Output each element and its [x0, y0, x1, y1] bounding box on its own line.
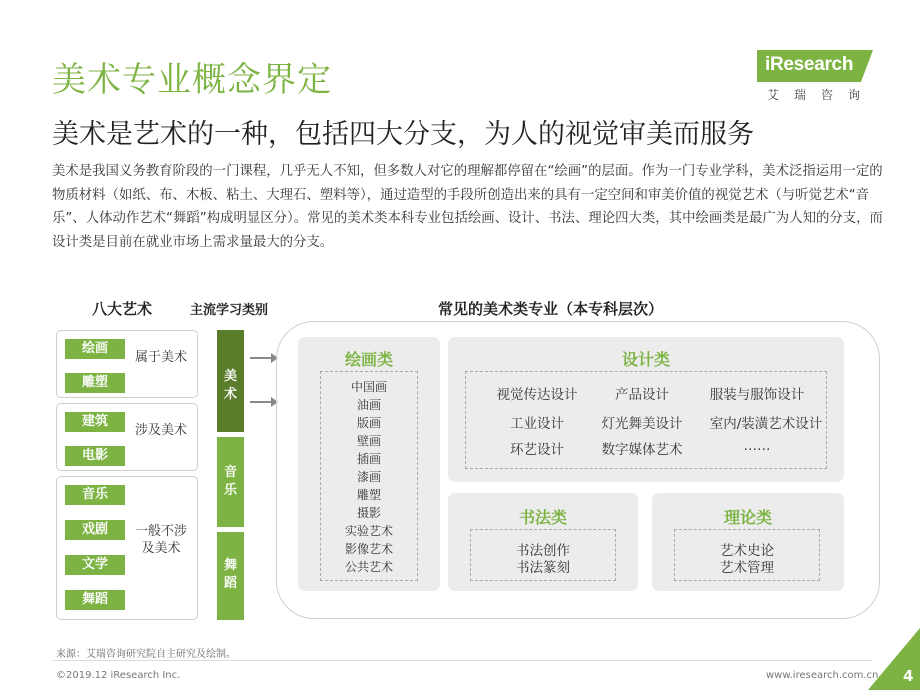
painting-item: 中国画 — [350, 380, 387, 394]
category-bar-dance: 舞蹈 — [217, 532, 244, 620]
category-bar-art: 美术 — [217, 330, 244, 432]
group-not-art — [56, 476, 198, 620]
website-link[interactable]: www.iresearch.com.cn — [766, 670, 879, 681]
iresearch-logo — [755, 48, 875, 106]
painting-item: 漆画 — [356, 470, 381, 484]
logo-brand: iResearch — [765, 54, 854, 75]
page-title: 美术专业概念界定 — [52, 60, 332, 100]
art-tag: 戏剧 — [65, 520, 125, 540]
theory-list — [674, 529, 820, 581]
art-tag: 电影 — [65, 446, 125, 466]
design-item: 工业设计 — [510, 416, 564, 432]
footer-divider — [52, 660, 872, 661]
mainstream-header: 主流学习类别 — [190, 303, 269, 318]
art-tag: 雕塑 — [65, 373, 125, 393]
painting-item: 实验艺术 — [344, 524, 393, 538]
design-item: 产品设计 — [615, 387, 669, 403]
design-item: 室内/装潢艺术设计 — [709, 416, 823, 432]
art-tag: 建筑 — [65, 412, 125, 432]
theory-item: 艺术史论 — [720, 543, 774, 559]
painting-list — [320, 371, 418, 581]
calligraphy-title: 书法类 — [518, 508, 567, 527]
design-item: 数字媒体艺术 — [601, 442, 683, 458]
calligraphy-panel — [448, 493, 638, 591]
group-belongs-to-art — [56, 330, 198, 398]
intro-paragraph: 美术是我国义务教育阶段的一门课程，几乎无人不知，但多数人对它的理解都停留在“绘画”的层面。作为一门专业学科，美术泛指运用一定的物质材料（如纸、布、木板、粘土、大理石、塑料等），通过造型的手段所创造出来的具有一定空间和审美价值的视觉艺术（与听觉艺术“音乐”、人体动作艺术“舞蹈”构成明显区分）。常见的美术类本科专业包括绘画、设计、书法、理论四大类，其中绘画类是最广为人知的分支，而设计类是目前在就业市场上需求量最大的分支。 — [52, 164, 883, 250]
calligraphy-item: 书法篆刻 — [516, 560, 570, 576]
theory-panel — [652, 493, 844, 591]
painting-panel — [298, 337, 440, 591]
logo-chinese: 艾瑞咨询 — [767, 88, 876, 102]
painting-item: 雕塑 — [356, 488, 381, 502]
calligraphy-item: 书法创作 — [516, 543, 570, 559]
design-item: 服装与服饰设计 — [709, 387, 805, 403]
group-note: 一般不涉及美术 — [134, 524, 187, 556]
art-tag: 音乐 — [65, 485, 125, 505]
painting-title: 绘画类 — [344, 350, 393, 369]
painting-item: 影像艺术 — [344, 542, 393, 556]
design-item: 环艺设计 — [510, 442, 564, 458]
design-panel — [448, 337, 844, 482]
design-item: 灯光舞美设计 — [601, 416, 683, 432]
art-tag: 绘画 — [65, 339, 125, 359]
art-tag: 舞蹈 — [65, 590, 125, 610]
art-tag: 文学 — [65, 555, 125, 575]
painting-item: 公共艺术 — [344, 560, 393, 574]
design-item: 视觉传达设计 — [496, 387, 578, 403]
theory-title: 理论类 — [723, 508, 772, 527]
painting-item: 壁画 — [356, 434, 381, 448]
theory-item: 艺术管理 — [720, 560, 774, 576]
source-note: 来源：艾瑞咨询研究院自主研究及绘制。 — [56, 649, 236, 660]
calligraphy-list — [470, 529, 616, 581]
common-majors-header: 常见的美术类专业（本专科层次） — [438, 300, 664, 318]
painting-item: 摄影 — [356, 506, 381, 520]
copyright: ©2019.12 iResearch Inc. — [56, 670, 181, 681]
painting-item: 油画 — [356, 398, 381, 412]
group-note: 涉及美术 — [134, 423, 187, 438]
painting-item: 插画 — [356, 452, 381, 466]
design-title: 设计类 — [621, 350, 670, 369]
page-subtitle: 美术是艺术的一种，包括四大分支，为人的视觉审美而服务 — [52, 119, 754, 150]
painting-item: 版画 — [356, 416, 381, 430]
design-list — [465, 371, 827, 469]
group-note: 属于美术 — [134, 350, 187, 365]
design-item: …… — [743, 438, 771, 454]
category-bar-music: 音乐 — [217, 437, 244, 527]
arrow-right-icon — [250, 357, 276, 359]
group-involves-art — [56, 403, 198, 471]
eight-arts-header: 八大艺术 — [92, 300, 153, 318]
arrow-right-icon — [250, 401, 276, 403]
page-number: 4 — [903, 667, 914, 685]
